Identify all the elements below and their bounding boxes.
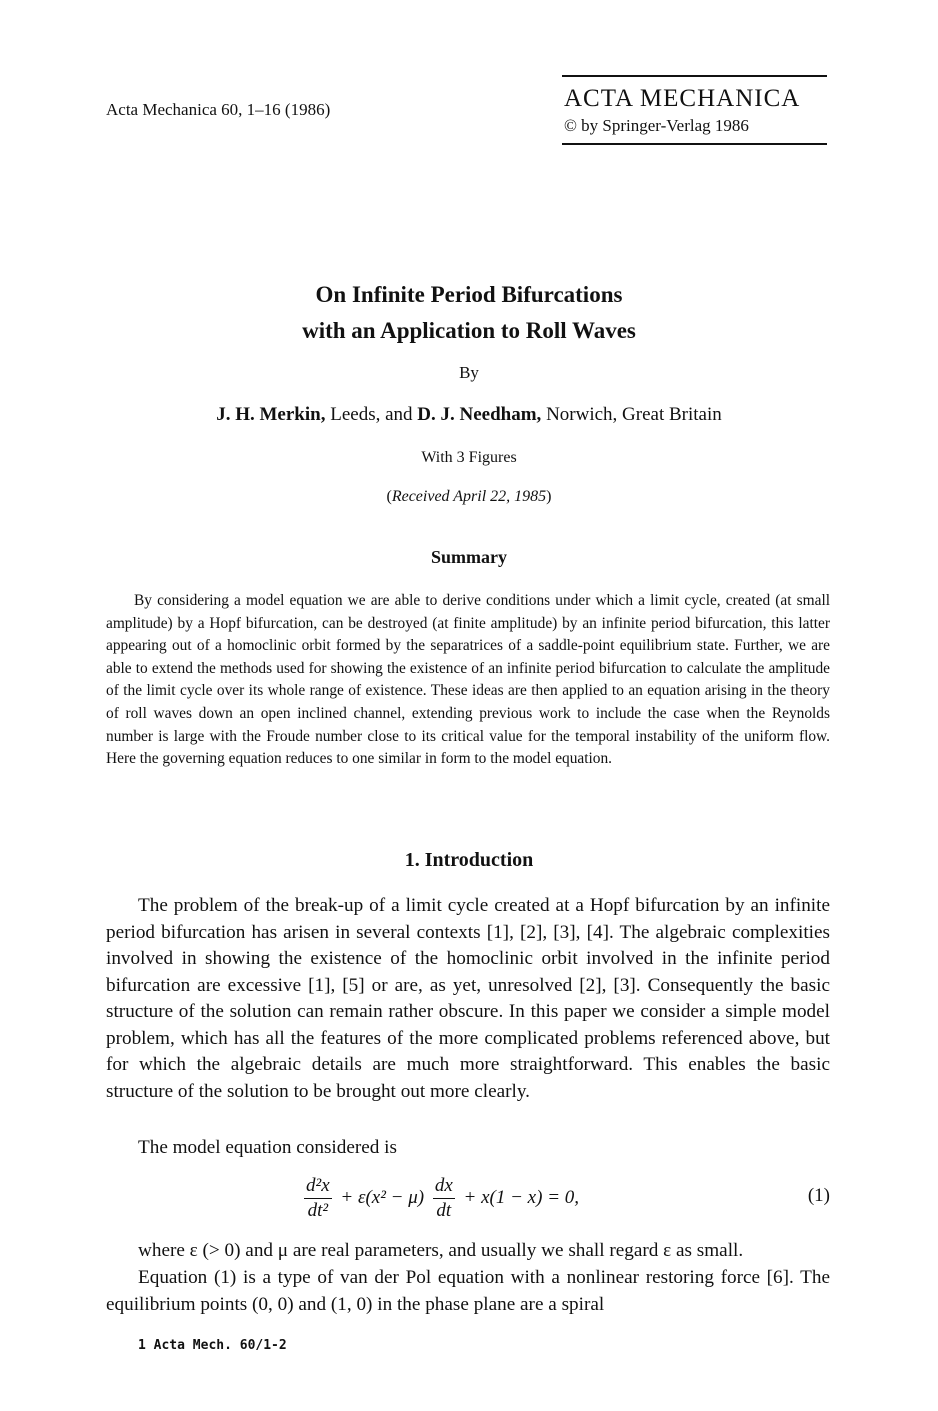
received-text: Received April 22, 1985: [391, 488, 547, 505]
affiliation-1: Leeds, and: [325, 404, 418, 425]
paper-title-line-2: with an Application to Roll Waves: [302, 318, 636, 343]
page-footer: 1 Acta Mech. 60/1-2: [138, 1338, 287, 1353]
authors-line: [0, 404, 938, 426]
summary-heading: Summary: [431, 547, 507, 567]
intro-paragraph-1: The problem of the break-up of a limit cycle created at a Hopf bifurcation by an infinite period bifurcation has arisen in several contexts [1], [2], [3], [4]. The algebraic complexities involved in showing the existence of the homoclinic orbit involved in the infinite period bifurcation are excessive [1], [5] or are, as yet, unresolved [2], [3]. Consequently the basic structure of the solution can remain rather obscure. In this paper we consider a simple model problem, which has all the features of the more complicated problems referenced above, but for which the algebraic details are much more straightforward. This enables the basic structure of the solution to be brought out more clearly.: [106, 895, 830, 1102]
intro-paragraph-2: The model equation considered is: [138, 1137, 397, 1158]
author-1: J. H. Merkin,: [216, 404, 326, 425]
equation-number: (1): [807, 1185, 830, 1206]
second-derivative-fraction: [304, 1175, 332, 1222]
author-2: D. J. Needham,: [417, 404, 542, 425]
masthead-title: ACTA MECHANICA: [564, 85, 801, 112]
byline: By: [459, 363, 479, 382]
received-open-paren: (: [386, 488, 392, 505]
copyright-notice: © by Springer-Verlag 1986: [564, 116, 749, 135]
first-derivative-fraction: [433, 1175, 455, 1222]
intro-paragraph-4: Equation (1) is a type of van der Pol equation with a nonlinear restoring force [6]. The equilibrium points (0, 0) and (1, 0) in the phase plane are a spiral: [106, 1267, 830, 1315]
frac1-denominator: dt²: [307, 1199, 329, 1221]
frac1-numerator: d²x: [304, 1175, 332, 1199]
equation-tail-term: + x(1 − x) = 0,: [458, 1187, 580, 1208]
paper-title-line-1: On Infinite Period Bifurcations: [315, 282, 623, 307]
figures-note: With 3 Figures: [421, 449, 517, 466]
frac2-denominator: dt: [436, 1199, 452, 1221]
introduction-heading: 1. Introduction: [404, 849, 534, 871]
intro-paragraph-3: where ε (> 0) and μ are real parameters, and usually we shall regard ε as small.: [138, 1240, 744, 1261]
received-date: [0, 488, 938, 506]
received-close-paren: ): [546, 488, 552, 505]
journal-masthead: [562, 75, 827, 145]
affiliation-2: Norwich, Great Britain: [541, 404, 722, 425]
equation-1: [300, 1170, 840, 1226]
equation-middle-term: + ε(x² − μ): [335, 1187, 429, 1208]
frac2-numerator: dx: [433, 1175, 455, 1199]
journal-reference: Acta Mechanica 60, 1–16 (1986): [106, 100, 331, 119]
summary-text: By considering a model equation we are able to derive conditions under which a limit cycle, created (at small amplitude) by a Hopf bifurcation, can be destroyed (at finite amplitude) by an infinite period bifurcation, this latter appearing out of a homoclinic orbit formed by the separatrices of a saddle-point equilibrium state. Further, we are able to extend the methods used for showing the existence of an infinite period bifurcation to calculate the amplitude of the limit cycle over its whole range of existence. These ideas are then applied to an equation arising in the theory of roll waves down an open inclined channel, extending previous work to include the case when the Reynolds number is large with the Froude number close to its critical value for the temporal instability of the uniform flow. Here the governing equation reduces to one similar in form to the model equation.: [106, 592, 830, 768]
